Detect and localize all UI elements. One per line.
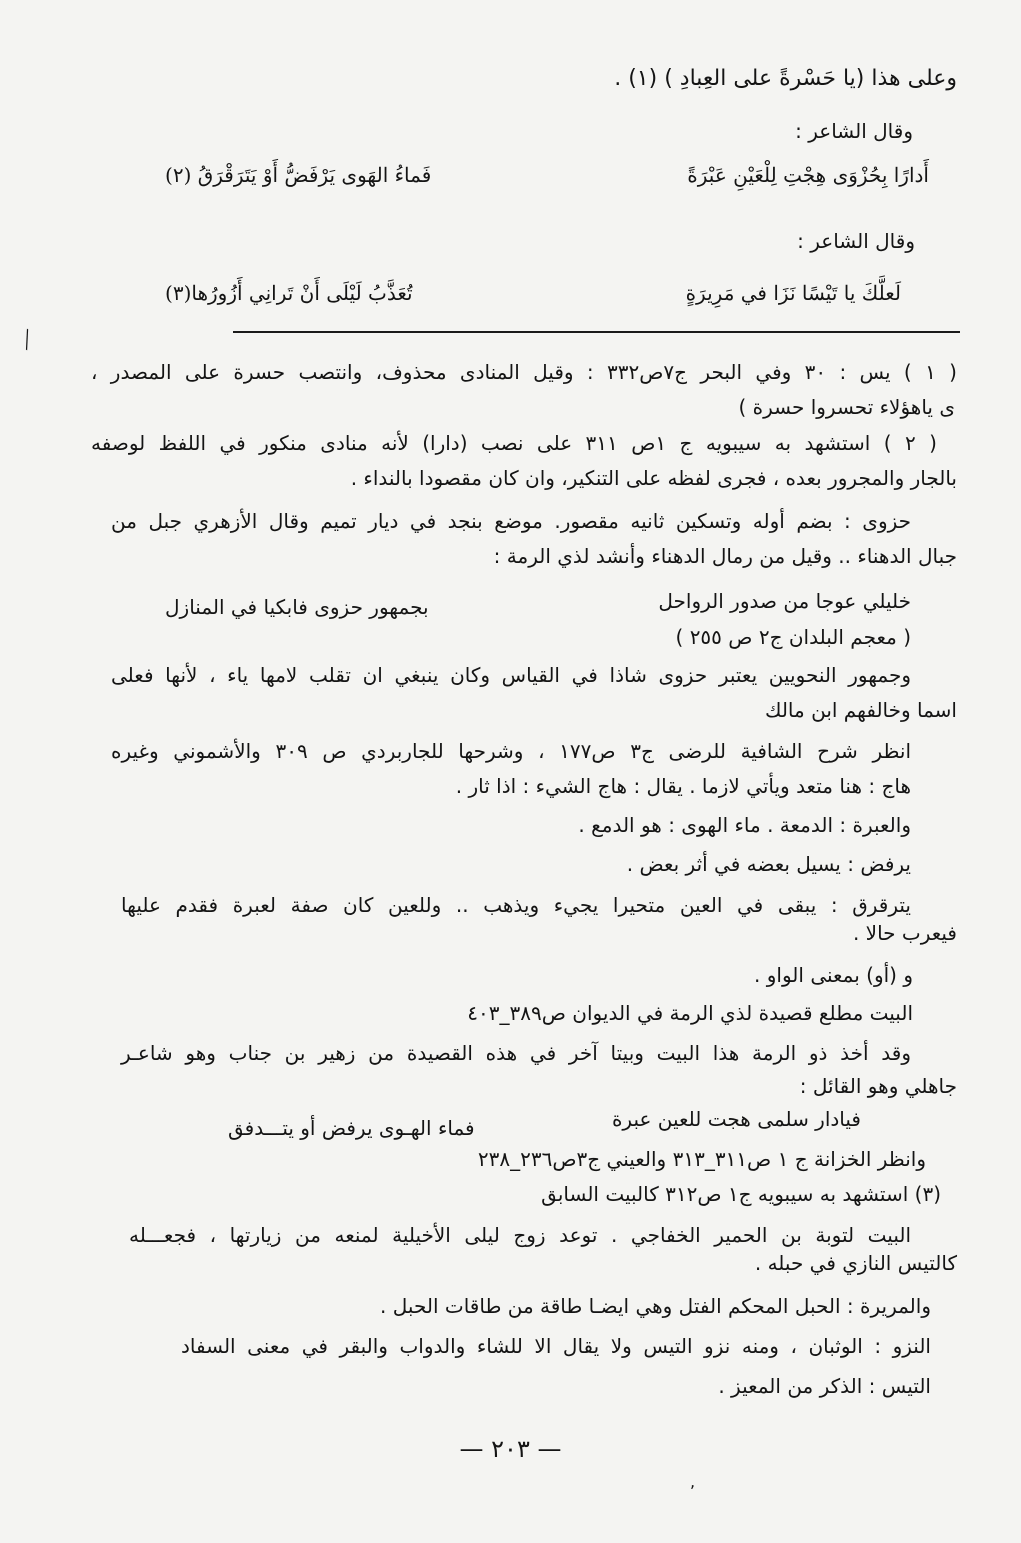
footnote-line: ى ياهؤلاء تحسروا حسرة ) [738, 395, 955, 419]
footnote-line: و (أو) بمعنى الواو . [754, 963, 913, 987]
footnote-separator [233, 331, 960, 333]
verse-1-second-hemistich: فَماءُ الهَوى يَرْفَضُّ أَوْ يَتَرَقْرَقُ (٢) [165, 163, 432, 187]
footnote-line: يترقرق : يبقى في العين متحيرا يجيء ويذهب .. وللعين كان صفة لعبرة فقدم عليها [121, 893, 911, 917]
footnote-line: كالتيس النازي في حبله . [754, 1251, 957, 1275]
body-line-1: وعلى هذا (يا حَسْرةً على العِبادِ ) (١) . [614, 66, 957, 91]
footnote-line: والعبرة : الدمعة . ماء الهوى : هو الدمع . [578, 813, 911, 837]
body-line-2: وقال الشاعر : [795, 119, 913, 143]
page-number: — ٢٠٣ — [459, 1435, 562, 1463]
footnote-line: والمريرة : الحبل المحكم الفتل وهي ايضـا طاقة من طاقات الحبل . [380, 1294, 931, 1318]
footnote-line: جبال الدهناء .. وقيل من رمال الدهناء وأنشد لذي الرمة : [493, 544, 957, 568]
footnote-line: التيس : الذكر من المعيز . [718, 1374, 931, 1398]
footnote-line: ( ٢ ) استشهد به سيبويه ج ١ص ٣١١ على نصب (دارا) لأنه منادى منكور في اللفظ لوصفه [91, 431, 937, 455]
verse-2-second-hemistich: تُعَذَّبُ لَيْلَى أَنْ تَرانِي أَزُورُها(٣) [165, 281, 413, 305]
quoted-verse-first-hemistich: خليلي عوجا من صدور الرواحل [658, 589, 911, 613]
verse-2-first-hemistich: لَعلَّكَ يا تَيْسًا نَزَا في مَرِيرَةٍ [685, 281, 901, 305]
verse-1-first-hemistich: أَدارًا بِحُزْوَى هِجْتِ لِلْعَيْنِ عَبْرَةً [687, 163, 929, 187]
footnote-line: هاج : هنا متعد ويأتي لازما . يقال : هاج الشيء : اذا ثار . [455, 774, 911, 798]
quoted-verse-second-hemistich: فماء الهـوى يرفض أو يتـــدفق [228, 1116, 475, 1140]
quoted-verse-second-hemistich: بجمهور حزوى فابكيا في المنازل [165, 595, 429, 619]
scan-speck: , [690, 1472, 696, 1491]
footnote-line: وانظر الخزانة ج ١ ص٣١١_٣١٣ والعيني ج٣ص٢٣٦_٢٣٨ [477, 1147, 926, 1171]
footnote-line: وجمهور النحويين يعتبر حزوى شاذا في القياس وكان ينبغي ان تقلب لامها ياء ، لأنها فعلى [111, 663, 911, 687]
footnote-line: فيعرب حالا . [852, 921, 957, 945]
body-line-3: وقال الشاعر : [797, 229, 915, 253]
footnote-line: اسما وخالفهم ابن مالك [764, 698, 957, 722]
scan-speck: ╲ [18, 328, 36, 351]
footnote-line: ( ١ ) يس : ٣٠ وفي البحر ج٧ص٣٣٢ : وقيل المنادى محذوف، وانتصب حسرة على المصدر ، [91, 360, 957, 384]
footnote-line: يرفض : يسيل بعضه في أثر بعض . [626, 852, 911, 876]
footnote-line: البيت لتوبة بن الحمير الخفاجي . توعد زوج ليلى الأخيلية لمنعه من زيارتها ، فجعـــله [129, 1223, 911, 1247]
footnote-line: البيت مطلع قصيدة لذي الرمة في الديوان ص٣٨٩_٤٠٣ [467, 1001, 913, 1025]
quoted-verse-first-hemistich: فيادار سلمى هجت للعين عبرة [611, 1107, 861, 1131]
footnote-line: جاهلي وهو القائل : [799, 1074, 957, 1098]
footnote-line: وقد أخذ ذو الرمة هذا البيت وبيتا آخر في هذه القصيدة من زهير بن جناب وهو شاعـر [121, 1041, 911, 1065]
footnote-line: ( معجم البلدان ج٢ ص ٢٥٥ ) [675, 625, 911, 649]
footnote-line: بالجار والمجرور بعده ، فجرى لفظه على التنكير، وان كان مقصودا بالنداء . [350, 466, 957, 490]
footnote-line: النزو : الوثبان ، ومنه نزو التيس ولا يقال الا للشاء والدواب والبقر في معنى السفاد [181, 1334, 931, 1358]
footnote-line: (٣) استشهد به سيبويه ج١ ص٣١٢ كالبيت السابق [541, 1182, 941, 1206]
footnote-line: انظر شرح الشافية للرضى ج٣ ص١٧٧ ، وشرحها للجاربردي ص ٣٠٩ والأشموني وغيره [111, 739, 912, 763]
footnote-line: حزوى : بضم أوله وتسكين ثانيه مقصور. موضع بنجد في ديار تميم وقال الأزهري جبل من [111, 509, 911, 533]
